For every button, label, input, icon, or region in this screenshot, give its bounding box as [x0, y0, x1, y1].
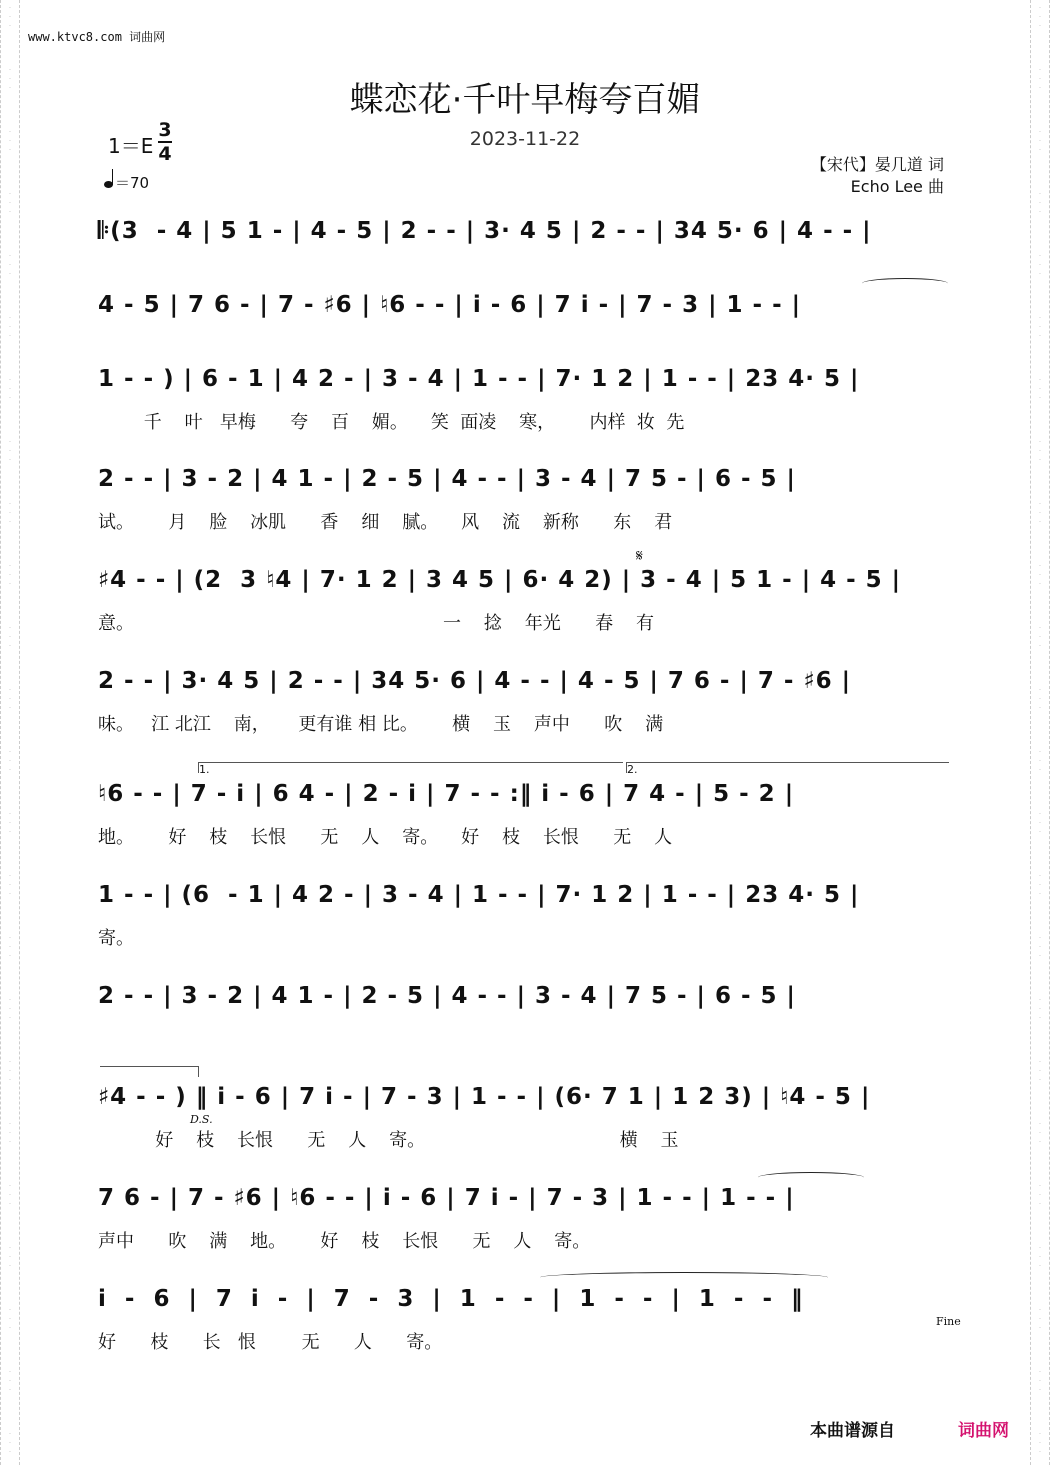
ds-mark: D.S.: [190, 1113, 213, 1126]
watermark-glyph: · · ·: [1038, 500, 1042, 526]
tempo-marking: [104, 172, 149, 193]
watermark-glyph: · · ·: [8, 314, 12, 340]
watermark-glyph: · · ·: [1038, 686, 1042, 712]
notes: 𝄆(3 - 4 | 5 1 - | 4 - 5 | 2 - - | 3· 4 5 | 2 - - | 34 5· 6 | 4 - - |: [98, 218, 872, 244]
watermark-glyph: · · ·: [1038, 1182, 1042, 1208]
score-line-2: [98, 292, 956, 332]
watermark-glyph: · · ·: [1038, 66, 1042, 92]
watermark-glyph: · · ·: [1038, 810, 1042, 836]
watermark-glyph: · · ·: [8, 934, 12, 960]
song-title: 蝶恋花·千叶早梅夸百媚: [349, 80, 701, 120]
notes: 7 6 - | 7 - ♯6 | ♮6 - - | i - 6 | 7 i - | 7 - 3 | 1 - - | 1 - - |: [98, 1185, 795, 1211]
fine-mark: Fine: [936, 1315, 961, 1328]
watermark-glyph: · · ·: [1038, 128, 1042, 154]
composer-credit: Echo Lee 曲: [850, 177, 944, 196]
watermark-glyph: · · ·: [1038, 1058, 1042, 1084]
right-watermark-strip: [1030, 0, 1050, 1465]
watermark-glyph: · · ·: [1038, 624, 1042, 650]
score-line-4: [98, 466, 956, 533]
watermark-glyph: · · ·: [1038, 438, 1042, 464]
time-signature: [158, 120, 172, 164]
key-signature: 1＝E: [108, 134, 154, 158]
watermark-glyph: · · ·: [1038, 748, 1042, 774]
watermark-glyph: · · ·: [8, 252, 12, 278]
watermark-glyph: · · ·: [1038, 190, 1042, 216]
lyricist-credit: 【宋代】晏几道 词: [810, 155, 944, 174]
time-sig-bottom: 4: [158, 143, 172, 165]
watermark-glyph: · · ·: [8, 190, 12, 216]
tempo-value: ＝70: [115, 174, 150, 192]
lyrics: 味。 江 北江 南， 更有谁 相 比。 横 玉 声中 吹 满: [98, 714, 664, 735]
site-header[interactable]: www.ktvc8.com 词曲网: [28, 30, 166, 44]
watermark-glyph: · · ·: [1038, 314, 1042, 340]
notes: 4 - 5 | 7 6 - | 7 - ♯6 | ♮6 - - | i - 6 | 7 i - | 7 - 3 | 1 - - |: [98, 292, 802, 318]
watermark-glyph: · · ·: [1038, 1244, 1042, 1270]
watermark-glyph: · · ·: [8, 624, 12, 650]
notes: 1 - - ) | 6 - 1 | 4 2 - | 3 - 4 | 1 - - | 7· 1 2 | 1 - - | 23 4· 5 |: [98, 366, 860, 392]
watermark-glyph: · · ·: [8, 1058, 12, 1084]
score-line-5: [98, 567, 956, 634]
tie-mark: [758, 1172, 864, 1183]
watermark-glyph: · · ·: [1038, 376, 1042, 402]
watermark-glyph: · · ·: [8, 686, 12, 712]
notes: i - 6 | 7 i - | 7 - 3 | 1 - - | 1 - - | 1 - - ‖: [98, 1286, 804, 1312]
watermark-glyph: · · ·: [8, 1368, 12, 1394]
watermark-glyph: · · ·: [8, 438, 12, 464]
notes: ♯4 - - | (2 3 ♮4 | 7· 1 2 | 3 4 5 | 6· 4 2) | 3 - 4 | 5 1 - | 4 - 5 |: [98, 567, 902, 593]
watermark-glyph: · · ·: [1038, 996, 1042, 1022]
watermark-glyph: · · ·: [8, 810, 12, 836]
watermark-glyph: · · ·: [8, 1306, 12, 1332]
time-sig-top: 3: [158, 119, 172, 141]
left-watermark-strip: [0, 0, 20, 1465]
score-line-7: [98, 781, 956, 848]
footer-brand-link[interactable]: 词曲网: [958, 1421, 1009, 1441]
watermark-glyph: · · ·: [8, 1430, 12, 1456]
lyrics: 地。 好 枝 长恨 无 人 寄。 好 枝 长恨 无 人: [98, 827, 673, 848]
volta-1-label: 1.: [199, 763, 210, 776]
watermark-glyph: · · ·: [1038, 1430, 1042, 1456]
segno-mark: 𝄋: [636, 546, 643, 565]
watermark-glyph: · · ·: [1038, 1120, 1042, 1146]
watermark-glyph: · · ·: [1038, 562, 1042, 588]
footer-source-label: 本曲谱源自: [810, 1421, 895, 1441]
watermark-glyph: · · ·: [1038, 1306, 1042, 1332]
watermark-glyph: · · ·: [8, 748, 12, 774]
watermark-glyph: · · ·: [1038, 934, 1042, 960]
score-line-12: [98, 1286, 956, 1353]
notes: 1 - - | (6 - 1 | 4 2 - | 3 - 4 | 1 - - | 7· 1 2 | 1 - - | 23 4· 5 |: [98, 882, 860, 908]
watermark-glyph: · · ·: [8, 66, 12, 92]
watermark-glyph: · · ·: [8, 1120, 12, 1146]
lyrics: 寄。: [98, 928, 134, 949]
ending-bracket: [100, 1066, 199, 1077]
lyrics: 千 叶 早梅 夸 百 媚。 笑 面凌 寒， 内样 妆 先: [98, 412, 685, 433]
volta-1-bracket: [198, 762, 623, 776]
lyrics: 试。 月 脸 冰肌 香 细 腻。 风 流 新称 东 君: [98, 512, 673, 533]
score-line-10: [98, 1084, 956, 1151]
score-line-8: [98, 882, 956, 949]
volta-2-label: 2.: [627, 763, 638, 776]
watermark-glyph: · · ·: [8, 1182, 12, 1208]
watermark-glyph: · · ·: [8, 376, 12, 402]
watermark-glyph: · · ·: [8, 996, 12, 1022]
score-line-6: [98, 668, 956, 735]
watermark-glyph: · · ·: [8, 4, 12, 30]
lyrics: 好 枝 长 恨 无 人 寄。: [98, 1332, 443, 1353]
lyrics: 声中 吹 满 地。 好 枝 长恨 无 人 寄。: [98, 1231, 591, 1252]
notes: ♮6 - - | 7 - i | 6 4 - | 2 - i | 7 - - :‖ i - 6 | 7 4 - | 5 - 2 |: [98, 781, 795, 807]
score-line-1: [98, 218, 956, 258]
watermark-glyph: · · ·: [8, 872, 12, 898]
lyrics: 好 枝 长恨 无 人 寄。 横 玉: [98, 1130, 679, 1151]
score-line-11: [98, 1185, 956, 1252]
watermark-glyph: · · ·: [1038, 252, 1042, 278]
volta-2-bracket: [626, 762, 949, 776]
tie-mark: [540, 1272, 828, 1283]
watermark-glyph: · · ·: [8, 1244, 12, 1270]
watermark-glyph: · · ·: [1038, 4, 1042, 30]
notes: 2 - - | 3 - 2 | 4 1 - | 2 - 5 | 4 - - | 3 - 4 | 7 5 - | 6 - 5 |: [98, 466, 796, 492]
score-line-9: [98, 983, 956, 1023]
quarter-note-icon: [104, 181, 113, 188]
notes: 2 - - | 3· 4 5 | 2 - - | 34 5· 6 | 4 - - | 4 - 5 | 7 6 - | 7 - ♯6 |: [98, 668, 852, 694]
lyrics: 意。 一 捻 年光 春 有: [98, 613, 654, 634]
watermark-glyph: · · ·: [8, 128, 12, 154]
notes: ♯4 - - ) ‖ i - 6 | 7 i - | 7 - 3 | 1 - - | (6· 7 1 | 1 2 3) | ♮4 - 5 |: [98, 1084, 871, 1110]
tie-mark: [862, 278, 948, 289]
watermark-glyph: · · ·: [1038, 1368, 1042, 1394]
notes: 2 - - | 3 - 2 | 4 1 - | 2 - 5 | 4 - - | 3 - 4 | 7 5 - | 6 - 5 |: [98, 983, 796, 1009]
watermark-glyph: · · ·: [8, 562, 12, 588]
song-date: 2023-11-22: [469, 128, 581, 150]
watermark-glyph: · · ·: [8, 500, 12, 526]
watermark-glyph: · · ·: [1038, 872, 1042, 898]
score-line-3: [98, 366, 956, 433]
